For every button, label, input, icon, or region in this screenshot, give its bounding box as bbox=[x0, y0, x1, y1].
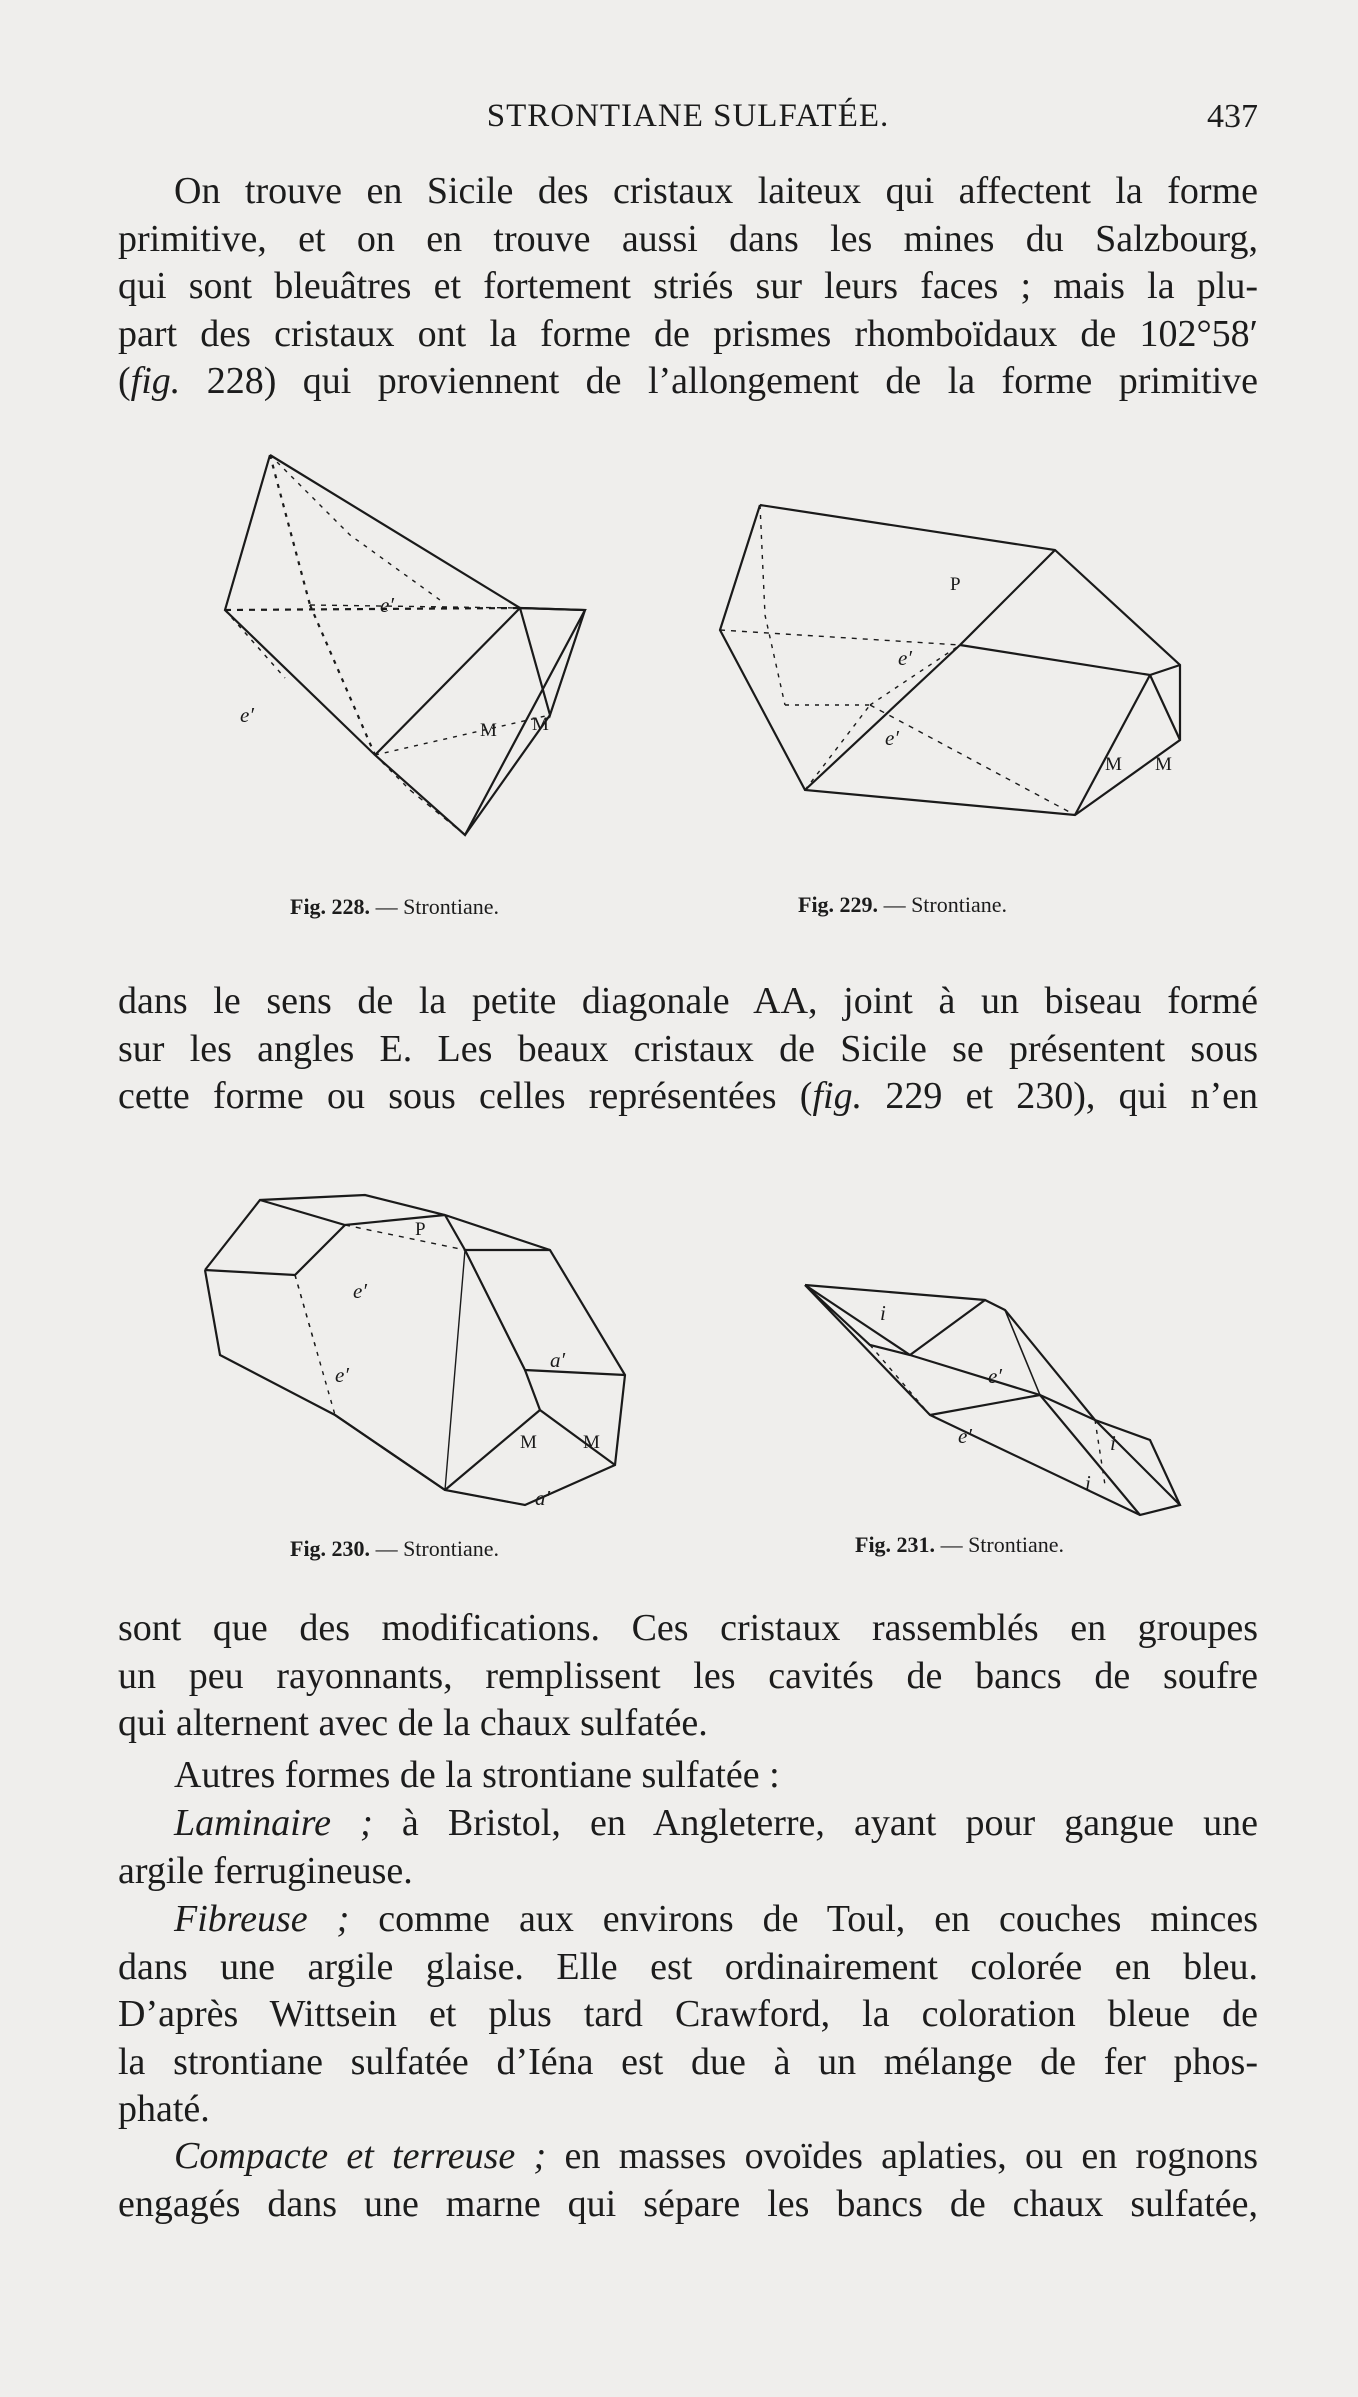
face-label: M bbox=[1155, 754, 1172, 775]
text-line: On trouve en Sicile des cristaux laiteux qui affectent la forme bbox=[174, 170, 1258, 212]
text-line: qui sont bleuâtres et fortement striés sur leurs faces ; mais la plu- bbox=[118, 265, 1258, 307]
face-label: M bbox=[532, 714, 549, 735]
paragraph-7 bbox=[118, 2133, 1258, 2228]
text-line: part des cristaux ont la forme de prismes rhomboïdaux de 102°58′ bbox=[118, 312, 1258, 355]
crystal-drawing-228 bbox=[200, 440, 640, 920]
face-label: P bbox=[950, 574, 961, 595]
figure-231 bbox=[795, 1270, 1215, 1520]
text-line: dans le sens de la petite diagonale AA, joint à un biseau formé bbox=[118, 980, 1258, 1022]
face-label: M bbox=[480, 720, 497, 741]
text-line: sont que des modifications. Ces cristaux rassemblés en groupes bbox=[118, 1607, 1258, 1649]
term: Laminaire ; bbox=[174, 1802, 373, 1844]
face-label: e′ bbox=[898, 646, 912, 670]
figure-228 bbox=[200, 440, 640, 920]
page-number: 437 bbox=[1207, 98, 1258, 135]
text-line bbox=[118, 1800, 1258, 1848]
text-line: engagés dans une marne qui sépare les bancs de chaux sulfatée, bbox=[118, 2182, 1258, 2225]
text-line: Autres formes de la strontiane sulfatée : bbox=[174, 1754, 780, 1796]
face-label: i bbox=[1110, 1431, 1116, 1455]
text-line: un peu rayonnants, remplissent les cavités de bancs de soufre bbox=[118, 1654, 1258, 1697]
figure-229 bbox=[710, 490, 1230, 850]
figure-230-caption bbox=[290, 1536, 499, 1562]
figure-number: Fig. 230. bbox=[290, 1536, 371, 1561]
face-label: i bbox=[880, 1301, 886, 1325]
face-label: e′ bbox=[988, 1364, 1002, 1388]
face-label: e′ bbox=[335, 1363, 349, 1387]
fig-reference: fig. bbox=[812, 1075, 863, 1117]
caption-text: — Strontiane. bbox=[878, 892, 1007, 917]
text-line: la strontiane sulfatée d’Iéna est due à un mélange de fer phos- bbox=[118, 2040, 1258, 2083]
figure-231-caption bbox=[855, 1532, 1064, 1558]
text-line bbox=[118, 1896, 1258, 1944]
fig-reference: fig. bbox=[130, 360, 181, 402]
figure-230 bbox=[195, 1170, 655, 1530]
face-label: e′ bbox=[380, 593, 394, 617]
text-line: primitive, et on en trouve aussi dans les mines du Salzbourg, bbox=[118, 217, 1258, 260]
paragraph-5 bbox=[118, 1800, 1258, 1895]
text-fragment: 229 et 230), qui n’en bbox=[862, 1075, 1259, 1117]
text-fragment: 228) qui proviennent de l’allongement de la forme primitive bbox=[180, 360, 1258, 402]
text-fragment: comme aux environs de Toul, en couches minces bbox=[349, 1898, 1259, 1940]
text-line bbox=[118, 2133, 1258, 2181]
caption-text: — Strontiane. bbox=[370, 894, 499, 919]
figure-number: Fig. 228. bbox=[290, 894, 371, 919]
paragraph-2 bbox=[118, 978, 1258, 1121]
text-line: (fig. 228) qui proviennent de l’allongement de la forme primitive bbox=[118, 360, 1258, 402]
face-label: P bbox=[415, 1219, 426, 1240]
running-header bbox=[118, 98, 1258, 148]
text-line: argile ferrugineuse. bbox=[118, 1849, 413, 1892]
paragraph-4 bbox=[118, 1752, 1258, 1800]
face-label: i bbox=[1085, 1471, 1091, 1495]
paragraph-3 bbox=[118, 1605, 1258, 1748]
crystal-drawing-231 bbox=[795, 1270, 1215, 1520]
running-title: STRONTIANE SULFATÉE. bbox=[486, 98, 890, 134]
caption-text: — Strontiane. bbox=[370, 1536, 499, 1561]
text-fragment: à Bristol, en Angleterre, ayant pour gangue une bbox=[372, 1802, 1258, 1844]
figure-229-caption bbox=[798, 892, 1007, 918]
paragraph-6 bbox=[118, 1896, 1258, 2134]
face-label: M bbox=[583, 1432, 600, 1453]
crystal-drawing-229 bbox=[710, 490, 1230, 850]
face-label: e′ bbox=[958, 1424, 972, 1448]
face-label: e′ bbox=[353, 1279, 367, 1303]
caption-text: — Strontiane. bbox=[935, 1532, 1064, 1557]
figure-number: Fig. 231. bbox=[855, 1532, 936, 1557]
text-line bbox=[118, 1073, 1258, 1121]
text-line: dans une argile glaise. Elle est ordinairement colorée en bleu. bbox=[118, 1945, 1258, 1988]
face-label: a′ bbox=[550, 1348, 566, 1372]
face-label: a′ bbox=[535, 1486, 551, 1510]
figure-number: Fig. 229. bbox=[798, 892, 879, 917]
face-label: e′ bbox=[885, 726, 899, 750]
text-line: qui alternent avec de la chaux sulfatée. bbox=[118, 1702, 708, 1744]
text-line: sur les angles E. Les beaux cristaux de Sicile se présentent sous bbox=[118, 1027, 1258, 1070]
face-label: M bbox=[1105, 754, 1122, 775]
text-fragment: en masses ovoïdes aplaties, ou en rognons bbox=[546, 2135, 1258, 2177]
face-label: e′ bbox=[240, 703, 254, 727]
text-line: D’après Wittsein et plus tard Crawford, la coloration bleue de bbox=[118, 1993, 1258, 2035]
face-label: M bbox=[520, 1432, 537, 1453]
term: Fibreuse ; bbox=[174, 1898, 350, 1940]
text-line: phaté. bbox=[118, 2088, 210, 2130]
paragraph-1 bbox=[118, 168, 1258, 406]
crystal-drawing-230 bbox=[195, 1170, 655, 1530]
text-fragment: cette forme ou sous celles représentées ( bbox=[118, 1075, 813, 1117]
term: Compacte et terreuse ; bbox=[174, 2135, 547, 2177]
figure-228-caption bbox=[290, 894, 499, 920]
